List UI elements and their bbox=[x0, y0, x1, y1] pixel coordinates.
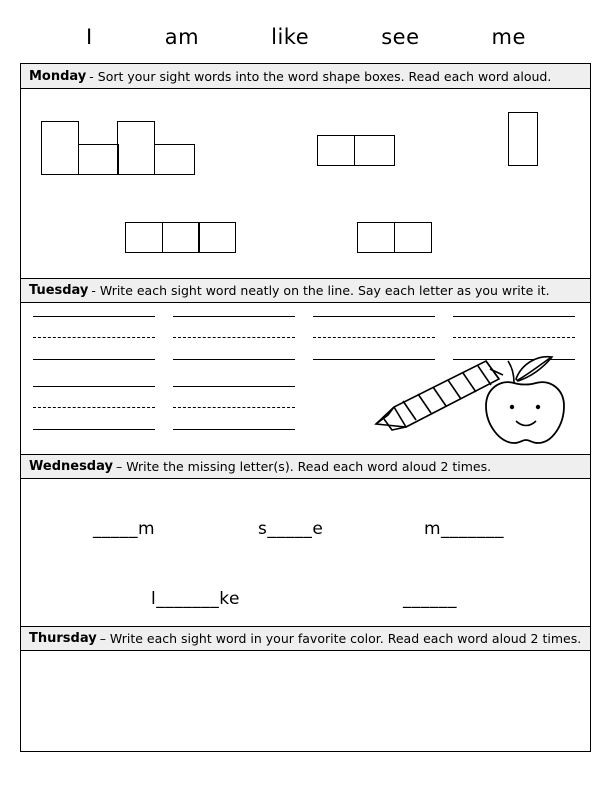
word-shape-cell[interactable] bbox=[41, 121, 79, 175]
line-top bbox=[173, 386, 295, 387]
worksheet-frame bbox=[20, 63, 591, 752]
section-header-thursday bbox=[21, 626, 590, 651]
line-mid-dashed bbox=[173, 337, 295, 338]
handwriting-line-set[interactable] bbox=[173, 386, 295, 430]
word-shape-cell[interactable] bbox=[357, 222, 395, 253]
section-header-tuesday bbox=[21, 278, 590, 303]
line-mid-dashed bbox=[453, 337, 575, 338]
word-shape-cell[interactable] bbox=[198, 222, 236, 253]
word-shape-cell[interactable] bbox=[117, 121, 155, 175]
pencil-apple-clipart bbox=[366, 349, 581, 454]
sight-word-list bbox=[20, 18, 592, 56]
instruction-tuesday: - Write each sight word neatly on the line. Say each letter as you write it. bbox=[91, 283, 550, 298]
missing-letter-prompt-like[interactable]: l_______ke bbox=[151, 589, 240, 609]
line-bottom bbox=[173, 359, 295, 360]
line-top bbox=[33, 316, 155, 317]
missing-letter-prompt-me[interactable]: m_______ bbox=[424, 519, 505, 539]
line-bottom bbox=[33, 429, 155, 430]
word-shape-cell[interactable] bbox=[162, 222, 200, 253]
line-top bbox=[453, 316, 575, 317]
line-top bbox=[313, 316, 435, 317]
word-shape-group-2[interactable] bbox=[317, 135, 395, 166]
instruction-thursday: – Write each sight word in your favorite color. Read each word aloud 2 times. bbox=[99, 631, 582, 646]
thursday-work-area[interactable] bbox=[21, 651, 590, 751]
line-top bbox=[173, 316, 295, 317]
word-shape-cell[interactable] bbox=[508, 112, 538, 166]
word-shape-cell[interactable] bbox=[78, 144, 119, 175]
section-header-wednesday bbox=[21, 454, 590, 479]
day-label-thursday: Thursday bbox=[29, 631, 97, 646]
sight-word-4: see bbox=[381, 25, 420, 49]
missing-letter-prompt-i[interactable]: ______ bbox=[403, 589, 457, 609]
handwriting-line-set[interactable] bbox=[33, 316, 155, 360]
line-bottom bbox=[33, 359, 155, 360]
day-label-tuesday: Tuesday bbox=[29, 283, 89, 298]
sight-word-2: am bbox=[164, 25, 200, 49]
sight-word-3: like bbox=[271, 25, 310, 49]
line-top bbox=[33, 386, 155, 387]
missing-letter-prompt-am[interactable]: _____m bbox=[93, 519, 156, 539]
word-shape-group-3[interactable] bbox=[508, 112, 538, 166]
word-shape-group-1[interactable] bbox=[41, 121, 195, 175]
handwriting-line-set[interactable] bbox=[33, 386, 155, 430]
line-mid-dashed bbox=[33, 337, 155, 338]
word-shape-cell[interactable] bbox=[394, 222, 432, 253]
instruction-monday: - Sort your sight words into the word shape boxes. Read each word aloud. bbox=[89, 68, 552, 84]
word-shape-group-4[interactable] bbox=[125, 222, 236, 253]
missing-letter-prompt-see[interactable]: s_____e bbox=[258, 519, 324, 539]
sight-word-1: I bbox=[86, 25, 93, 49]
word-shape-cell[interactable] bbox=[154, 144, 195, 175]
instruction-wednesday: – Write the missing letter(s). Read each word aloud 2 times. bbox=[115, 459, 492, 474]
day-label-wednesday: Wednesday bbox=[29, 459, 113, 474]
handwriting-line-set[interactable] bbox=[173, 316, 295, 360]
word-shape-cell[interactable] bbox=[317, 135, 355, 166]
line-mid-dashed bbox=[313, 337, 435, 338]
word-shape-cell[interactable] bbox=[125, 222, 163, 253]
line-mid-dashed bbox=[33, 407, 155, 408]
sight-word-5: me bbox=[491, 25, 526, 49]
line-bottom bbox=[173, 429, 295, 430]
section-header-monday bbox=[21, 64, 590, 89]
word-shape-cell[interactable] bbox=[354, 135, 395, 166]
day-label-monday: Monday bbox=[29, 68, 87, 84]
pencil-apple-illustration bbox=[366, 349, 581, 449]
word-shape-group-5[interactable] bbox=[357, 222, 432, 253]
line-mid-dashed bbox=[173, 407, 295, 408]
